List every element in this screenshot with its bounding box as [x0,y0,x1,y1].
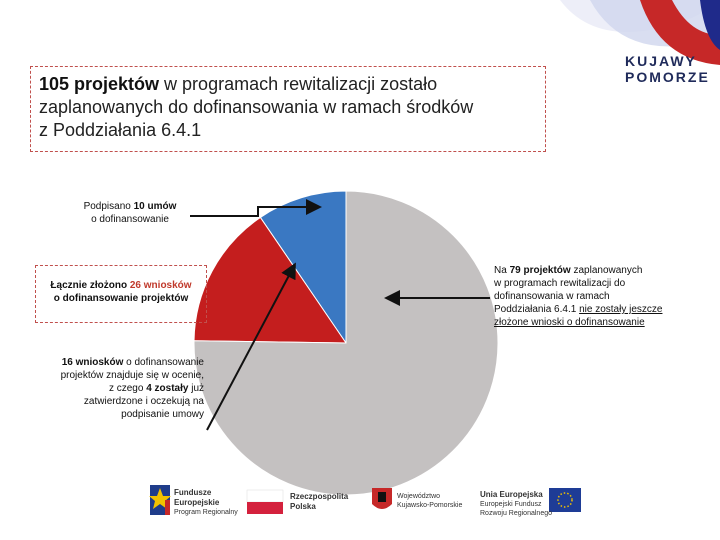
fe-logo-text [174,488,238,517]
brand-line2: POMORZE [625,69,710,85]
woj-logo-text [397,492,462,510]
eval-l4: zatwierdzone i oczekują na [83,396,204,407]
eval-l2: projektów znajduje się w ocenie, [60,370,204,381]
submitted-pre: Łącznie złożono [50,280,130,291]
eval-l3a: z czego [108,383,147,394]
right-l3: dofinansowania w ramach [494,291,610,302]
ue-line2: Europejski Fundusz [480,501,542,508]
label-signed [70,200,190,226]
right-l4b: nie zostały jeszcze [579,304,663,315]
woj-line2: Kujawsko-Pomorskie [397,502,463,509]
eval-bold: 16 wniosków [61,357,124,368]
submitted-num: 26 wniosków [129,280,192,291]
brand-line1: KUJAWY [625,53,697,69]
signed-rest: o dofinansowanie [91,214,169,225]
signed-pre: Podpisano [83,201,134,212]
right-l1c: zaplanowanych [570,265,643,276]
ue-line3: Rozwoju Regionalnego [480,510,552,517]
title-line-2: zaplanowanych do dofinansowania w ramach środków [39,97,474,117]
right-l4a: Poddziałania 6.4.1 [494,304,580,315]
coat-of-arms-icon [372,488,392,509]
right-l2: w programach rewitalizacji do [494,278,626,289]
label-submitted [35,265,207,323]
eval-l3c: już [188,383,204,394]
rp-logo-text [290,492,348,512]
ue-logo-text [480,490,552,518]
eval-l5: podpisanie umowy [121,409,204,420]
signed-word: umów [144,201,177,212]
eval-l1: o dofinansowanie [123,357,204,368]
submitted-rest: o dofinansowanie projektów [53,293,189,304]
polish-flag-icon [247,490,283,514]
footer-logos [0,480,720,520]
rp-line2: Polska [290,502,316,511]
title-bold: 105 projektów [39,74,160,94]
eu-flag-icon [549,488,581,512]
fe-logo-icon [149,485,171,515]
title-line-3: z Poddziałania 6.4.1 [39,120,202,140]
fe-line1: Fundusze [174,488,212,497]
fe-line2: Europejskie [174,498,220,507]
label-not-submitted [494,264,684,329]
fe-line3: Program Regionalny [174,509,238,516]
eval-l3b: 4 zostały [146,383,189,394]
woj-line1: Województwo [397,493,441,500]
right-l5: złożone wnioski o dofinansowanie [494,317,645,328]
right-l1a: Na [494,265,510,276]
rp-line1: Rzeczpospolita [290,492,349,501]
ue-line1: Unia Europejska [480,490,543,499]
right-l1b: 79 projektów [509,265,571,276]
title-line1-rest: w programach rewitalizacji zostało [159,74,438,94]
label-evaluation [34,356,204,421]
signed-num: 10 [133,201,145,212]
